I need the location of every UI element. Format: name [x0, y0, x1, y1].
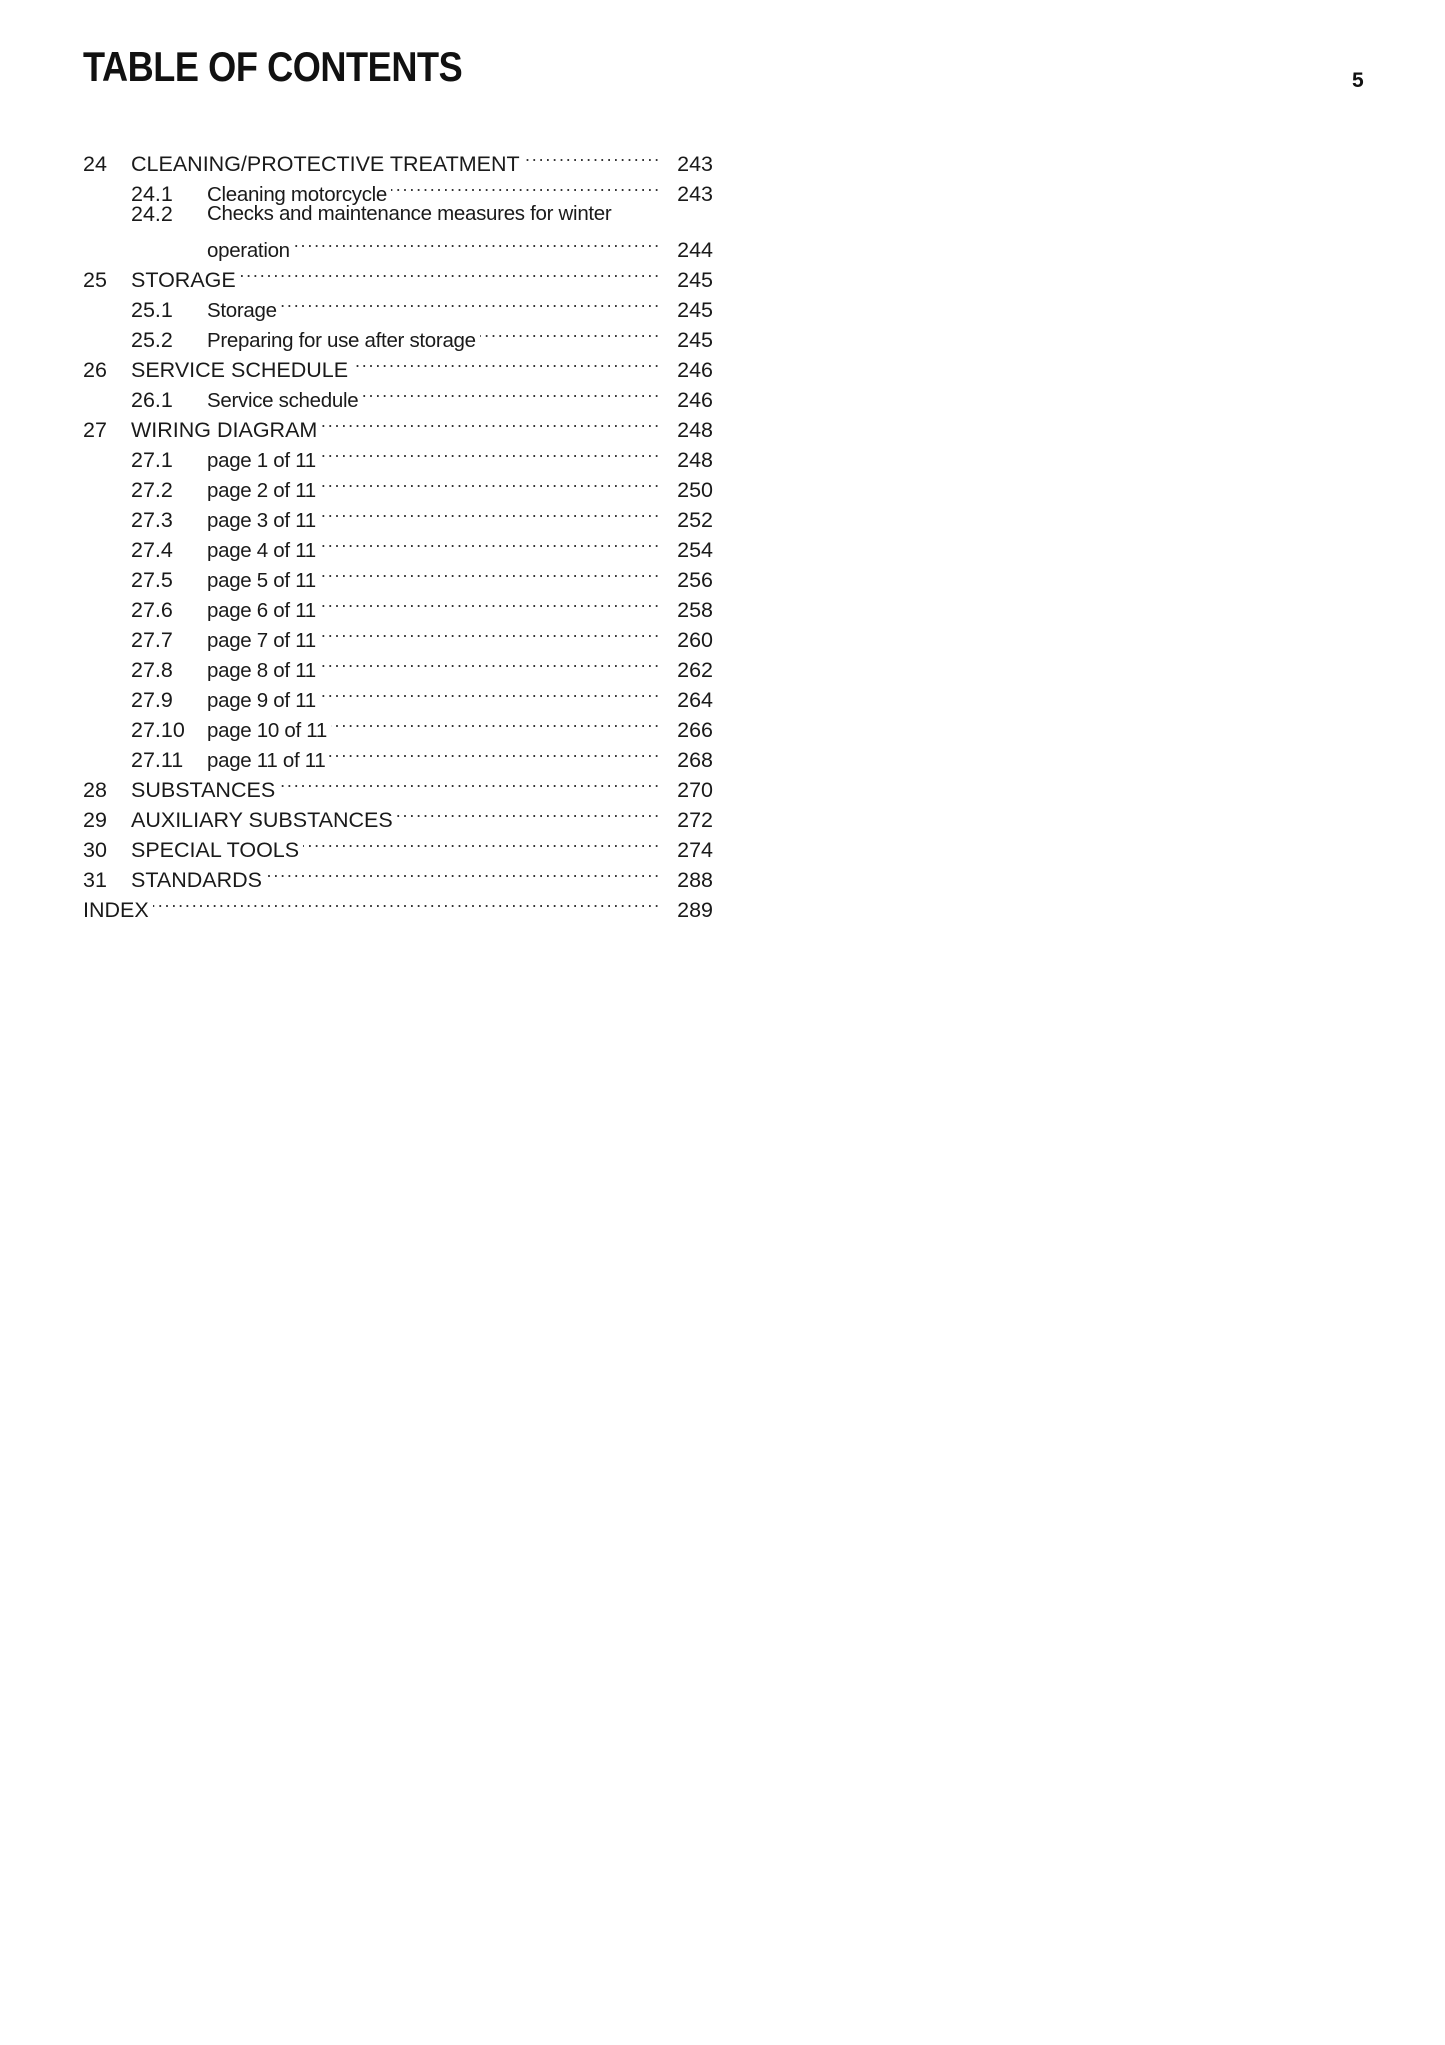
toc-entry-title: SPECIAL TOOLS — [131, 838, 300, 862]
toc-entry-page: 252 — [677, 508, 713, 532]
dot-leader — [303, 827, 661, 857]
toc-entry-page: 288 — [677, 868, 713, 892]
dot-leader — [320, 677, 661, 707]
toc-entry-number: 27.7 — [131, 628, 173, 652]
toc-entry-title: page 3 of 11 — [207, 509, 316, 532]
toc-entry-page: 243 — [677, 182, 713, 206]
dot-leader — [153, 887, 661, 917]
toc-entry-number: 27.4 — [131, 538, 173, 562]
toc-entry-number: 25.2 — [131, 328, 173, 352]
dot-leader — [329, 737, 661, 767]
toc-entry-page: 245 — [677, 298, 713, 322]
toc-entry-page: 250 — [677, 478, 713, 502]
dot-leader — [362, 377, 661, 407]
toc-entry-title: Cleaning motorcycle — [207, 183, 388, 206]
toc-entry-number: 25.1 — [131, 298, 173, 322]
toc-entry-number: 29 — [83, 808, 107, 832]
toc-entry-page: 258 — [677, 598, 713, 622]
toc-entry-title: Service schedule — [207, 389, 359, 412]
toc-entry-number: 26.1 — [131, 388, 173, 412]
toc-entry-number: 30 — [83, 838, 107, 862]
toc-entry-page: 248 — [677, 418, 713, 442]
toc-entry-number: 31 — [83, 868, 107, 892]
toc-entry-page: 248 — [677, 448, 713, 472]
toc-entry-page: 289 — [677, 898, 713, 922]
dot-leader — [391, 171, 661, 201]
dot-leader — [281, 287, 661, 317]
toc-entry-number: 27.10 — [131, 718, 185, 742]
toc-entry-page: 274 — [677, 838, 713, 862]
dot-leader — [331, 707, 661, 737]
dot-leader — [397, 797, 661, 827]
table-of-contents — [83, 141, 713, 922]
toc-entry[interactable] — [83, 257, 713, 292]
toc-entry-number: 24 — [83, 152, 107, 176]
toc-entry-number: 28 — [83, 778, 107, 802]
toc-entry-page: 245 — [677, 328, 713, 352]
dot-leader — [352, 347, 661, 377]
dot-leader — [240, 257, 661, 287]
page-title: TABLE OF CONTENTS — [83, 43, 463, 90]
dot-leader — [320, 467, 661, 497]
toc-entry-title: page 11 of 11 — [207, 749, 326, 772]
toc-entry-number: 27.5 — [131, 568, 173, 592]
toc-entry-number: 26 — [83, 358, 107, 382]
toc-entry-page: 266 — [677, 718, 713, 742]
dot-leader — [320, 647, 661, 677]
toc-entry-page: 264 — [677, 688, 713, 712]
toc-entry-title: AUXILIARY SUBSTANCES — [131, 808, 393, 832]
page-number: 5 — [1352, 69, 1364, 92]
dot-leader — [320, 437, 661, 467]
toc-entry-title: page 5 of 11 — [207, 569, 316, 592]
dot-leader — [279, 767, 661, 797]
toc-entry-title: Storage — [207, 299, 277, 322]
toc-entry-page: 244 — [677, 238, 713, 262]
dot-leader — [320, 497, 661, 527]
toc-entry-title: SUBSTANCES — [131, 778, 276, 802]
toc-entry-title: page 6 of 11 — [207, 599, 316, 622]
toc-entry-title: INDEX — [83, 898, 149, 922]
toc-entry-title: page 9 of 11 — [207, 689, 316, 712]
toc-entry-page: 270 — [677, 778, 713, 802]
toc-entry-number: 27.9 — [131, 688, 173, 712]
dot-leader — [320, 587, 661, 617]
toc-entry-number: 27.3 — [131, 508, 173, 532]
toc-entry-page: 245 — [677, 268, 713, 292]
toc-entry-number: 27.8 — [131, 658, 173, 682]
toc-entry-page: 254 — [677, 538, 713, 562]
toc-entry-title: WIRING DIAGRAM — [131, 418, 318, 442]
toc-entry-title: STANDARDS — [131, 868, 263, 892]
toc-entry-number: 27.6 — [131, 598, 173, 622]
toc-entry-number: 25 — [83, 268, 107, 292]
toc-entry-title: page 4 of 11 — [207, 539, 316, 562]
toc-entry-title: CLEANING/PROTECTIVE TREATMENT — [131, 152, 520, 176]
toc-entry-page: 268 — [677, 748, 713, 772]
toc-entry-number: 27.1 — [131, 448, 173, 472]
toc-entry[interactable] — [83, 201, 713, 262]
toc-entry-title: STORAGE — [131, 268, 236, 292]
toc-entry-title: page 10 of 11 — [207, 719, 327, 742]
toc-entry-title: Checks and maintenance measures for winter — [207, 202, 612, 225]
dot-leader — [480, 317, 661, 347]
toc-entry-title: page 1 of 11 — [207, 449, 316, 472]
toc-entry-page: 260 — [677, 628, 713, 652]
toc-entry-page: 243 — [677, 152, 713, 176]
dot-leader — [266, 857, 661, 887]
toc-entry-number: 27.2 — [131, 478, 173, 502]
toc-entry-page: 256 — [677, 568, 713, 592]
toc-entry[interactable] — [83, 141, 713, 176]
toc-entry-number: 27 — [83, 418, 107, 442]
toc-entry-title: page 7 of 11 — [207, 629, 316, 652]
toc-entry-page: 272 — [677, 808, 713, 832]
toc-entry-title: Preparing for use after storage — [207, 329, 476, 352]
toc-entry-title: page 2 of 11 — [207, 479, 316, 502]
toc-entry[interactable] — [83, 887, 713, 922]
toc-entry-title-continued: operation — [207, 239, 290, 262]
toc-entry-number: 24.2 — [131, 202, 173, 226]
toc-entry-number: 27.11 — [131, 748, 184, 772]
toc-entry-title: page 8 of 11 — [207, 659, 316, 682]
dot-leader — [320, 617, 661, 647]
dot-leader — [524, 141, 661, 171]
toc-entry-page: 262 — [677, 658, 713, 682]
dot-leader — [320, 527, 661, 557]
toc-entry-number: 24.1 — [131, 182, 173, 206]
dot-leader — [294, 227, 661, 257]
dot-leader — [321, 407, 661, 437]
toc-entry-page: 246 — [677, 358, 713, 382]
toc-entry-title: SERVICE SCHEDULE — [131, 358, 349, 382]
toc-entry-page: 246 — [677, 388, 713, 412]
dot-leader — [320, 557, 661, 587]
